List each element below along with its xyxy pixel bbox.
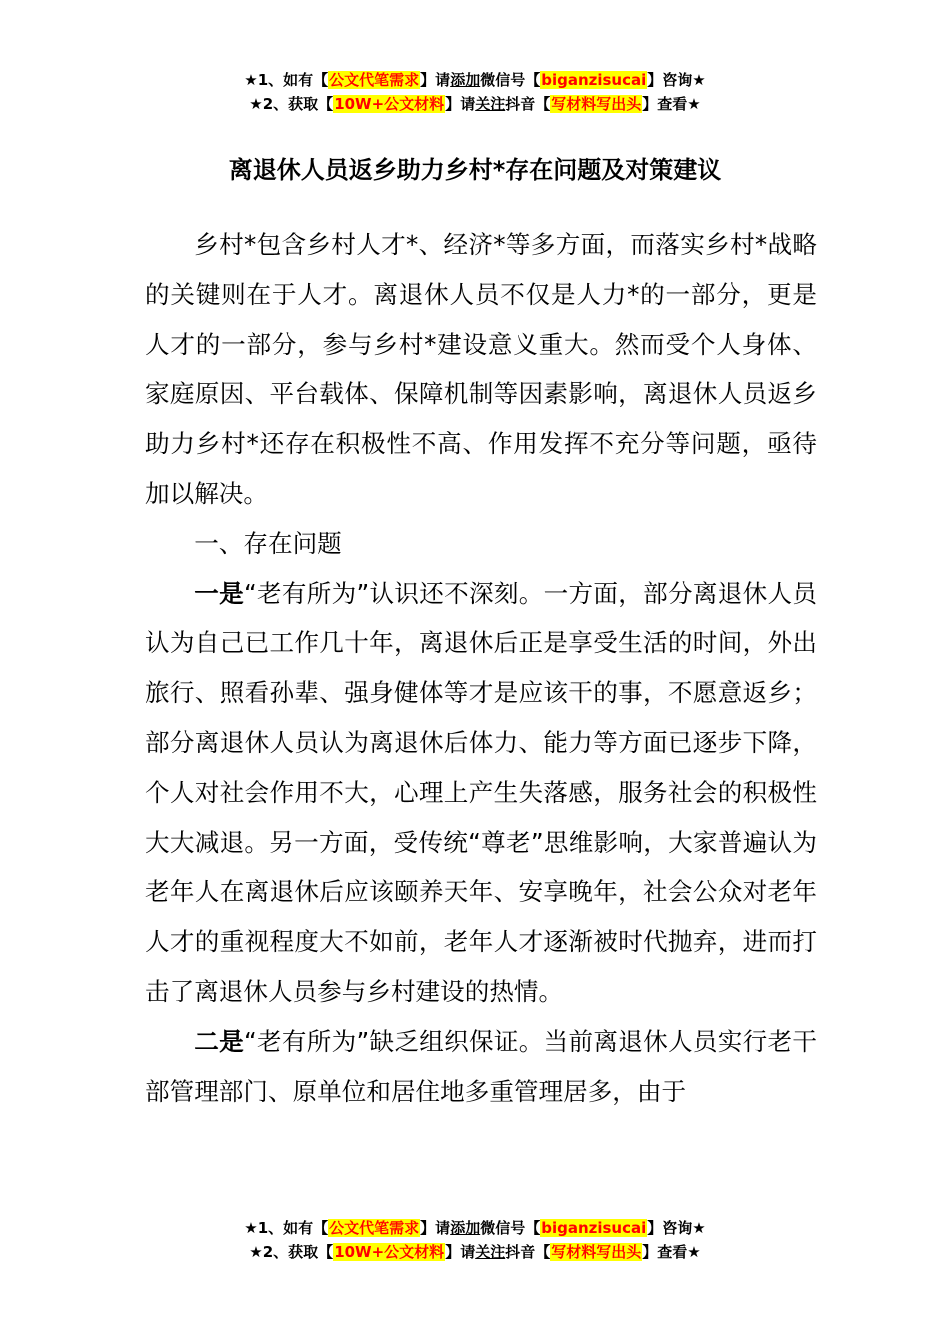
banner-line-1: ★1、如有【公文代笔需求】请添加微信号【biganzisucai】咨询★ (244, 1219, 706, 1237)
highlight-service: 公文代笔需求 (329, 1219, 420, 1237)
section-heading: 一、存在问题 (194, 528, 342, 558)
highlight-materials: 10W+公文材料 (334, 1243, 445, 1261)
banner-line-1: ★1、如有【公文代笔需求】请添加微信号【biganzisucai】咨询★ (244, 71, 706, 89)
highlight-service: 公文代笔需求 (329, 71, 420, 89)
document-title: 离退休人员返乡助力乡村*存在问题及对策建议 (228, 156, 722, 184)
banner-line-2: ★2、获取【10W+公文材料】请关注抖音【写材料写出头】查看★ (249, 95, 701, 113)
paragraph-point-1: 一是“老有所为”认识还不深刻。一方面，部分离退休人员认为自己已工作几十年，离退休后正是享受生活的时间，外出旅行、照看孙辈、强身健体等才是应该干的事，不愿意返乡；部分离退休人员认为离退休后体力、能力等方面已逐步下降，个人对社会作用不大，心理上产生失落感，服务社会的积极性大大减退。另一方面，受传统“尊老”思维影响，大家普遍认为老年人在离退休后应该颐养天年、安享晚年，社会公众对老年人才的重视程度大不如前，老年人才逐渐被时代抛弃，进而打击了离退休人员参与乡村建设的热情。 (145, 578, 817, 1006)
intro-paragraph: 乡村*包含乡村人才*、经济*等多方面，而落实乡村*战略的关键则在于人才。离退休人员不仅是人力*的一部分，更是人才的一部分，参与乡村*建设意义重大。然而受个人身体、家庭原因、平台载体、保障机制等因素影响，离退休人员返乡助力乡村*还存在积极性不高、作用发挥不充分等问题，亟待加以解决。 (145, 230, 817, 508)
highlight-wechat-id: biganzisucai (541, 1219, 647, 1237)
point-1-lead: 一是 (194, 578, 244, 608)
header-banner (0, 68, 950, 116)
highlight-douyin-account: 写材料写出头 (551, 1243, 642, 1261)
highlight-materials: 10W+公文材料 (334, 95, 445, 113)
point-2-lead: 二是 (194, 1026, 244, 1056)
highlight-douyin-account: 写材料写出头 (551, 95, 642, 113)
footer-banner (0, 1216, 950, 1264)
paragraph-point-2: 二是“老有所为”缺乏组织保证。当前离退休人员实行老干部管理部门、原单位和居住地多重管理居多，由于 (145, 1026, 817, 1106)
document-body (145, 220, 817, 1116)
banner-line-2: ★2、获取【10W+公文材料】请关注抖音【写材料写出头】查看★ (249, 1243, 701, 1261)
highlight-wechat-id: biganzisucai (541, 71, 647, 89)
